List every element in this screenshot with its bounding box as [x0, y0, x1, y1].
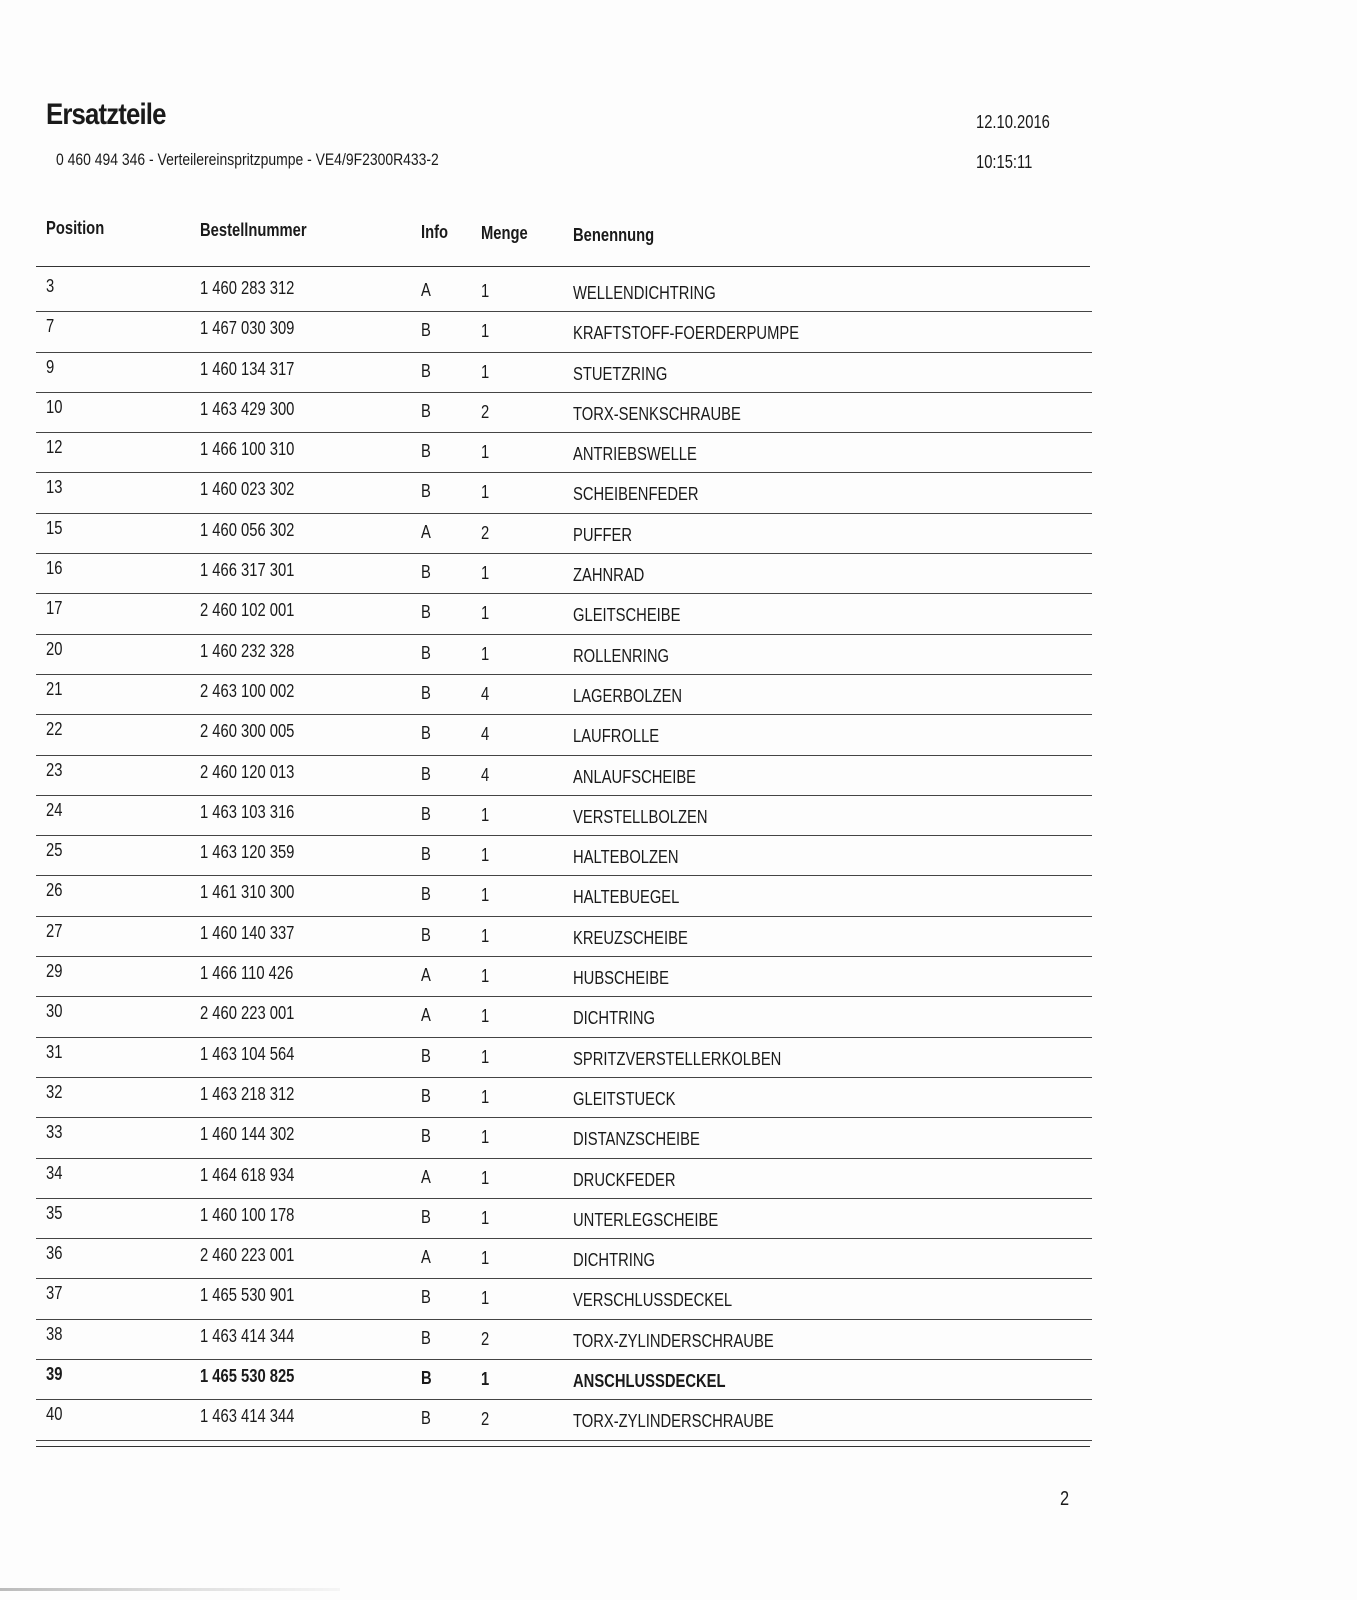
table-row: [0, 594, 1100, 634]
cell-bestellnummer: 1 464 618 934: [200, 1164, 295, 1185]
cell-bestellnummer: 1 460 100 178: [200, 1204, 295, 1225]
cell-bestellnummer: 1 463 218 312: [200, 1083, 295, 1104]
cell-info: B: [421, 602, 431, 623]
cell-info: B: [421, 1045, 431, 1066]
cell-benennung: ANSCHLUSSDECKEL: [573, 1371, 726, 1392]
cell-info: A: [421, 1166, 431, 1187]
table-bottom-divider: [36, 1446, 1090, 1447]
cell-position: 30: [46, 1001, 63, 1022]
cell-bestellnummer: 1 463 414 344: [200, 1325, 295, 1346]
cell-bestellnummer: 2 460 300 005: [200, 721, 295, 742]
cell-menge: 4: [481, 724, 490, 745]
cell-menge: 1: [481, 804, 490, 825]
table-row: [0, 957, 1100, 997]
cell-info: A: [421, 1005, 431, 1026]
cell-bestellnummer: 1 467 030 309: [200, 318, 295, 339]
cell-position: 27: [46, 920, 63, 941]
cell-menge: 1: [481, 845, 490, 866]
cell-menge: 1: [481, 361, 490, 382]
cell-benennung: DRUCKFEDER: [573, 1169, 676, 1190]
scan-artifact: [0, 1588, 340, 1591]
cell-bestellnummer: 1 463 104 564: [200, 1043, 295, 1064]
cell-position: 13: [46, 477, 63, 498]
cell-bestellnummer: 1 460 023 302: [200, 479, 295, 500]
cell-benennung: VERSCHLUSSDECKEL: [573, 1290, 733, 1311]
cell-benennung: ZAHNRAD: [573, 565, 645, 586]
cell-bestellnummer: 1 466 100 310: [200, 439, 295, 460]
cell-position: 26: [46, 880, 63, 901]
cell-position: 17: [46, 598, 63, 619]
table-row: [0, 554, 1100, 594]
header-divider: [36, 266, 1090, 267]
column-header-info: Info: [421, 222, 449, 242]
table-row: [0, 1038, 1100, 1078]
cell-position: 36: [46, 1243, 63, 1264]
column-header-benennung: Benennung: [573, 225, 655, 245]
cell-menge: 1: [481, 1006, 490, 1027]
cell-benennung: DICHTRING: [573, 1008, 655, 1029]
cell-info: B: [421, 562, 431, 583]
table-row: [0, 1199, 1100, 1239]
cell-menge: 1: [481, 1369, 490, 1390]
cell-benennung: GLEITSCHEIBE: [573, 605, 681, 626]
table-row: [0, 1360, 1100, 1400]
table-row: [0, 433, 1100, 473]
cell-menge: 1: [481, 482, 490, 503]
cell-position: 33: [46, 1122, 63, 1143]
cell-position: 10: [46, 396, 63, 417]
cell-benennung: DISTANZSCHEIBE: [573, 1129, 700, 1150]
cell-benennung: TORX-ZYLINDERSCHRAUBE: [573, 1330, 774, 1351]
cell-bestellnummer: 1 463 103 316: [200, 801, 295, 822]
cell-bestellnummer: 1 466 110 426: [200, 963, 294, 984]
cell-benennung: SCHEIBENFEDER: [573, 484, 699, 505]
cell-benennung: HALTEBOLZEN: [573, 847, 679, 868]
cell-bestellnummer: 2 460 223 001: [200, 1003, 295, 1024]
cell-menge: 2: [481, 522, 490, 543]
table-row: [0, 473, 1100, 513]
cell-info: B: [421, 844, 431, 865]
cell-position: 7: [46, 316, 55, 337]
table-row: [0, 796, 1100, 836]
cell-menge: 1: [481, 281, 490, 301]
table-row: [0, 1320, 1100, 1360]
cell-menge: 1: [481, 321, 490, 342]
cell-benennung: KREUZSCHEIBE: [573, 927, 688, 948]
cell-benennung: UNTERLEGSCHEIBE: [573, 1209, 719, 1230]
cell-menge: 1: [481, 1127, 490, 1148]
cell-menge: 1: [481, 603, 490, 624]
cell-info: B: [421, 1206, 431, 1227]
cell-bestellnummer: 2 460 102 001: [200, 600, 295, 621]
cell-info: B: [421, 1408, 431, 1429]
cell-bestellnummer: 2 463 100 002: [200, 680, 295, 701]
cell-info: B: [421, 481, 431, 502]
cell-menge: 2: [481, 1328, 490, 1349]
cell-menge: 4: [481, 764, 490, 785]
cell-benennung: HUBSCHEIBE: [573, 968, 669, 989]
cell-position: 39: [46, 1364, 63, 1385]
cell-menge: 1: [481, 1046, 490, 1067]
cell-bestellnummer: 1 460 056 302: [200, 519, 295, 540]
cell-benennung: DICHTRING: [573, 1250, 655, 1271]
table-row: [0, 353, 1100, 393]
cell-menge: 1: [481, 643, 490, 664]
cell-menge: 1: [481, 1086, 490, 1107]
cell-info: B: [421, 763, 431, 784]
cell-info: B: [421, 723, 431, 744]
cell-menge: 2: [481, 401, 490, 422]
table-row: [0, 756, 1100, 796]
column-header-menge: Menge: [481, 223, 528, 243]
cell-benennung: LAUFROLLE: [573, 726, 660, 747]
cell-info: B: [421, 1126, 431, 1147]
cell-position: 12: [46, 437, 63, 458]
cell-menge: 1: [481, 563, 490, 584]
cell-menge: 1: [481, 1167, 490, 1188]
cell-bestellnummer: 1 460 140 337: [200, 922, 295, 943]
cell-position: 20: [46, 638, 63, 659]
table-row: [0, 876, 1100, 916]
cell-menge: 1: [481, 966, 490, 987]
cell-position: 22: [46, 719, 63, 740]
document-title: Ersatzteile: [46, 98, 166, 131]
cell-bestellnummer: 1 463 429 300: [200, 398, 295, 419]
cell-bestellnummer: 1 460 232 328: [200, 640, 295, 661]
cell-info: B: [421, 884, 431, 905]
document-subtitle: 0 460 494 346 - Verteilereinspritzpumpe - VE4/9F2300R433-2: [56, 150, 439, 169]
cell-bestellnummer: 1 465 530 825: [200, 1366, 295, 1387]
cell-position: 37: [46, 1283, 63, 1304]
cell-benennung: VERSTELLBOLZEN: [573, 806, 708, 827]
cell-benennung: ANTRIEBSWELLE: [573, 444, 697, 465]
cell-position: 32: [46, 1081, 63, 1102]
cell-info: B: [421, 320, 431, 341]
cell-position: 35: [46, 1202, 63, 1223]
cell-position: 24: [46, 799, 63, 820]
cell-benennung: LAGERBOLZEN: [573, 685, 683, 706]
cell-menge: 1: [481, 1248, 490, 1269]
cell-info: B: [421, 682, 431, 703]
cell-position: 9: [46, 356, 55, 377]
cell-bestellnummer: 1 461 310 300: [200, 882, 295, 903]
cell-info: B: [421, 441, 431, 462]
cell-bestellnummer: 1 460 134 317: [200, 358, 295, 379]
cell-benennung: SPRITZVERSTELLERKOLBEN: [573, 1048, 782, 1069]
cell-info: B: [421, 400, 431, 421]
table-row: [0, 917, 1100, 957]
cell-menge: 1: [481, 1207, 490, 1228]
cell-position: 31: [46, 1041, 63, 1062]
table-row: [0, 997, 1100, 1037]
column-header-bestellnummer: Bestellnummer: [200, 220, 307, 240]
table-row: [0, 272, 1100, 312]
cell-info: B: [421, 1085, 431, 1106]
cell-menge: 1: [481, 885, 490, 906]
parts-table: [0, 272, 1100, 1441]
cell-benennung: ROLLENRING: [573, 645, 669, 666]
table-row: [0, 514, 1100, 554]
table-row: [0, 715, 1100, 755]
cell-benennung: GLEITSTUECK: [573, 1088, 676, 1109]
cell-info: B: [421, 1327, 431, 1348]
table-row: [0, 675, 1100, 715]
cell-position: 40: [46, 1404, 63, 1425]
cell-info: A: [421, 521, 431, 542]
print-date: 12.10.2016: [976, 112, 1050, 132]
table-row: [0, 1239, 1100, 1279]
cell-bestellnummer: 1 465 530 901: [200, 1285, 295, 1306]
cell-benennung: HALTEBUEGEL: [573, 887, 680, 908]
cell-info: B: [421, 924, 431, 945]
table-row: [0, 1118, 1100, 1158]
cell-position: 29: [46, 961, 63, 982]
page-number: 2: [1060, 1488, 1070, 1510]
cell-position: 3: [46, 276, 55, 296]
cell-position: 34: [46, 1162, 63, 1183]
cell-bestellnummer: 2 460 120 013: [200, 761, 295, 782]
cell-position: 38: [46, 1323, 63, 1344]
table-row: [0, 1159, 1100, 1199]
cell-info: B: [421, 1368, 432, 1389]
cell-bestellnummer: 1 460 144 302: [200, 1124, 295, 1145]
print-time: 10:15:11: [976, 152, 1033, 172]
cell-info: B: [421, 803, 431, 824]
cell-benennung: KRAFTSTOFF-FOERDERPUMPE: [573, 323, 800, 344]
cell-benennung: TORX-SENKSCHRAUBE: [573, 403, 741, 424]
cell-info: A: [421, 280, 431, 300]
cell-info: A: [421, 965, 431, 986]
cell-menge: 1: [481, 925, 490, 946]
cell-menge: 4: [481, 683, 490, 704]
column-header-position: Position: [46, 218, 105, 238]
table-header: [0, 218, 1100, 258]
cell-bestellnummer: 1 463 120 359: [200, 842, 295, 863]
cell-menge: 1: [481, 442, 490, 463]
table-row: [0, 312, 1100, 352]
table-row: [0, 836, 1100, 876]
cell-benennung: TORX-ZYLINDERSCHRAUBE: [573, 1411, 774, 1432]
table-row: [0, 1400, 1100, 1440]
cell-bestellnummer: 2 460 223 001: [200, 1245, 295, 1266]
cell-info: B: [421, 1287, 431, 1308]
cell-benennung: ANLAUFSCHEIBE: [573, 766, 697, 787]
row-divider: [36, 1440, 1092, 1441]
cell-bestellnummer: 1 460 283 312: [200, 278, 295, 298]
table-row: [0, 1078, 1100, 1118]
cell-benennung: PUFFER: [573, 524, 633, 545]
cell-bestellnummer: 1 466 317 301: [200, 560, 295, 581]
cell-position: 21: [46, 678, 63, 699]
cell-bestellnummer: 1 463 414 344: [200, 1406, 295, 1427]
cell-benennung: STUETZRING: [573, 363, 668, 384]
cell-position: 15: [46, 517, 63, 538]
cell-menge: 1: [481, 1288, 490, 1309]
cell-info: B: [421, 360, 431, 381]
cell-position: 25: [46, 840, 63, 861]
cell-menge: 2: [481, 1409, 490, 1430]
table-row: [0, 635, 1100, 675]
table-row: [0, 393, 1100, 433]
cell-position: 16: [46, 558, 63, 579]
table-row: [0, 1279, 1100, 1319]
cell-info: B: [421, 642, 431, 663]
cell-position: 23: [46, 759, 63, 780]
cell-info: A: [421, 1247, 431, 1268]
cell-benennung: WELLENDICHTRING: [573, 283, 716, 303]
